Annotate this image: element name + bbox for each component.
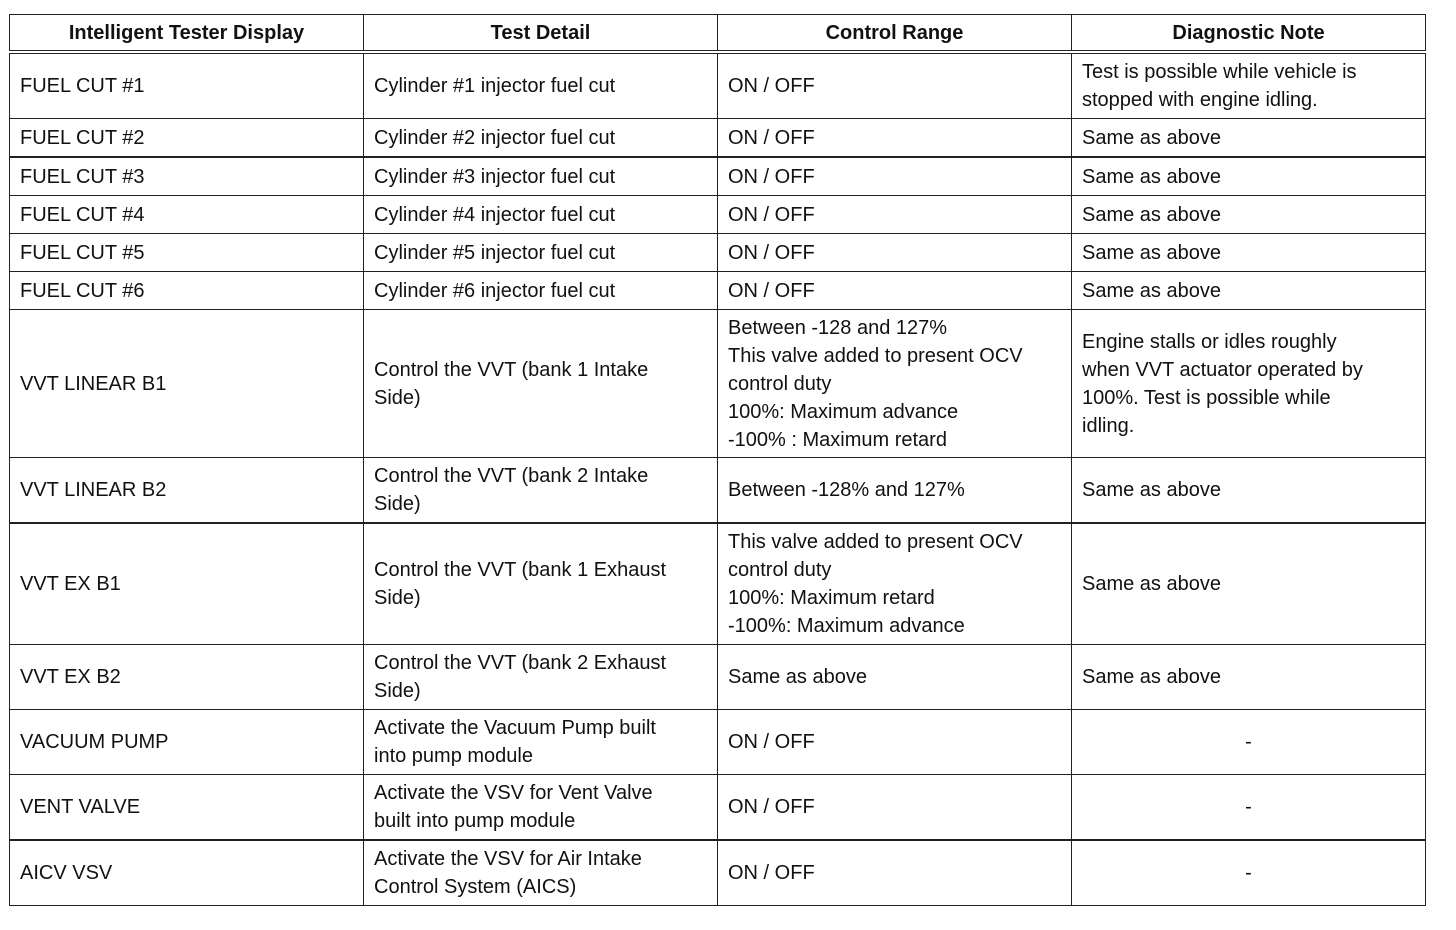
cell-display: FUEL CUT #6 [10, 272, 364, 310]
cell-detail: Control the VVT (bank 1 Exhaust Side) [364, 523, 718, 645]
cell-display: VACUUM PUMP [10, 710, 364, 775]
cell-note: Same as above [1072, 272, 1426, 310]
cell-note: Same as above [1072, 196, 1426, 234]
cell-note: Same as above [1072, 523, 1426, 645]
cell-detail: Activate the VSV for Vent Valve built into pump module [364, 775, 718, 841]
cell-note: Same as above [1072, 458, 1426, 524]
cell-display: VENT VALVE [10, 775, 364, 841]
cell-range: This valve added to present OCV control duty 100%: Maximum retard -100%: Maximum advance [718, 523, 1072, 645]
cell-range: ON / OFF [718, 272, 1072, 310]
cell-range: ON / OFF [718, 196, 1072, 234]
cell-detail: Cylinder #6 injector fuel cut [364, 272, 718, 310]
cell-display: VVT EX B2 [10, 645, 364, 710]
table-row [10, 234, 1426, 272]
cell-detail: Activate the Vacuum Pump built into pump module [364, 710, 718, 775]
cell-range: ON / OFF [718, 840, 1072, 906]
cell-note: - [1072, 840, 1426, 906]
cell-display: FUEL CUT #2 [10, 119, 364, 158]
cell-note: Test is possible while vehicle is stopped with engine idling. [1072, 52, 1426, 119]
cell-range: ON / OFF [718, 775, 1072, 841]
cell-display: FUEL CUT #4 [10, 196, 364, 234]
header-range: Control Range [718, 15, 1072, 53]
table-row [10, 710, 1426, 775]
cell-detail: Cylinder #4 injector fuel cut [364, 196, 718, 234]
active-test-table [9, 14, 1426, 906]
cell-detail: Control the VVT (bank 2 Intake Side) [364, 458, 718, 524]
cell-display: FUEL CUT #5 [10, 234, 364, 272]
header-detail: Test Detail [364, 15, 718, 53]
cell-detail: Control the VVT (bank 2 Exhaust Side) [364, 645, 718, 710]
cell-detail: Cylinder #2 injector fuel cut [364, 119, 718, 158]
table-row [10, 775, 1426, 841]
cell-display: VVT LINEAR B2 [10, 458, 364, 524]
table-row [10, 523, 1426, 645]
header-display: Intelligent Tester Display [10, 15, 364, 53]
cell-detail: Activate the VSV for Air Intake Control System (AICS) [364, 840, 718, 906]
table-row [10, 52, 1426, 119]
cell-note: Same as above [1072, 234, 1426, 272]
cell-detail: Cylinder #1 injector fuel cut [364, 52, 718, 119]
cell-display: VVT LINEAR B1 [10, 310, 364, 458]
cell-display: FUEL CUT #1 [10, 52, 364, 119]
cell-range: Between -128 and 127% This valve added to present OCV control duty 100%: Maximum advance -100% : Maximum retard [718, 310, 1072, 458]
cell-range: Between -128% and 127% [718, 458, 1072, 524]
table-row [10, 840, 1426, 906]
table-row [10, 196, 1426, 234]
cell-note: Same as above [1072, 119, 1426, 158]
table-row [10, 157, 1426, 196]
cell-note: - [1072, 710, 1426, 775]
cell-detail: Cylinder #3 injector fuel cut [364, 157, 718, 196]
cell-display: FUEL CUT #3 [10, 157, 364, 196]
cell-range: ON / OFF [718, 234, 1072, 272]
cell-note: Same as above [1072, 645, 1426, 710]
cell-range: ON / OFF [718, 157, 1072, 196]
cell-range: ON / OFF [718, 119, 1072, 158]
table-row [10, 119, 1426, 158]
cell-display: VVT EX B1 [10, 523, 364, 645]
cell-range: Same as above [718, 645, 1072, 710]
header-row [10, 15, 1426, 53]
table-row [10, 645, 1426, 710]
cell-range: ON / OFF [718, 52, 1072, 119]
table-row [10, 458, 1426, 524]
table-row [10, 310, 1426, 458]
cell-detail: Control the VVT (bank 1 Intake Side) [364, 310, 718, 458]
cell-note: Same as above [1072, 157, 1426, 196]
cell-note: Engine stalls or idles roughly when VVT actuator operated by 100%. Test is possible while idling. [1072, 310, 1426, 458]
cell-note: - [1072, 775, 1426, 841]
cell-range: ON / OFF [718, 710, 1072, 775]
table-row [10, 272, 1426, 310]
header-note: Diagnostic Note [1072, 15, 1426, 53]
cell-detail: Cylinder #5 injector fuel cut [364, 234, 718, 272]
cell-display: AICV VSV [10, 840, 364, 906]
